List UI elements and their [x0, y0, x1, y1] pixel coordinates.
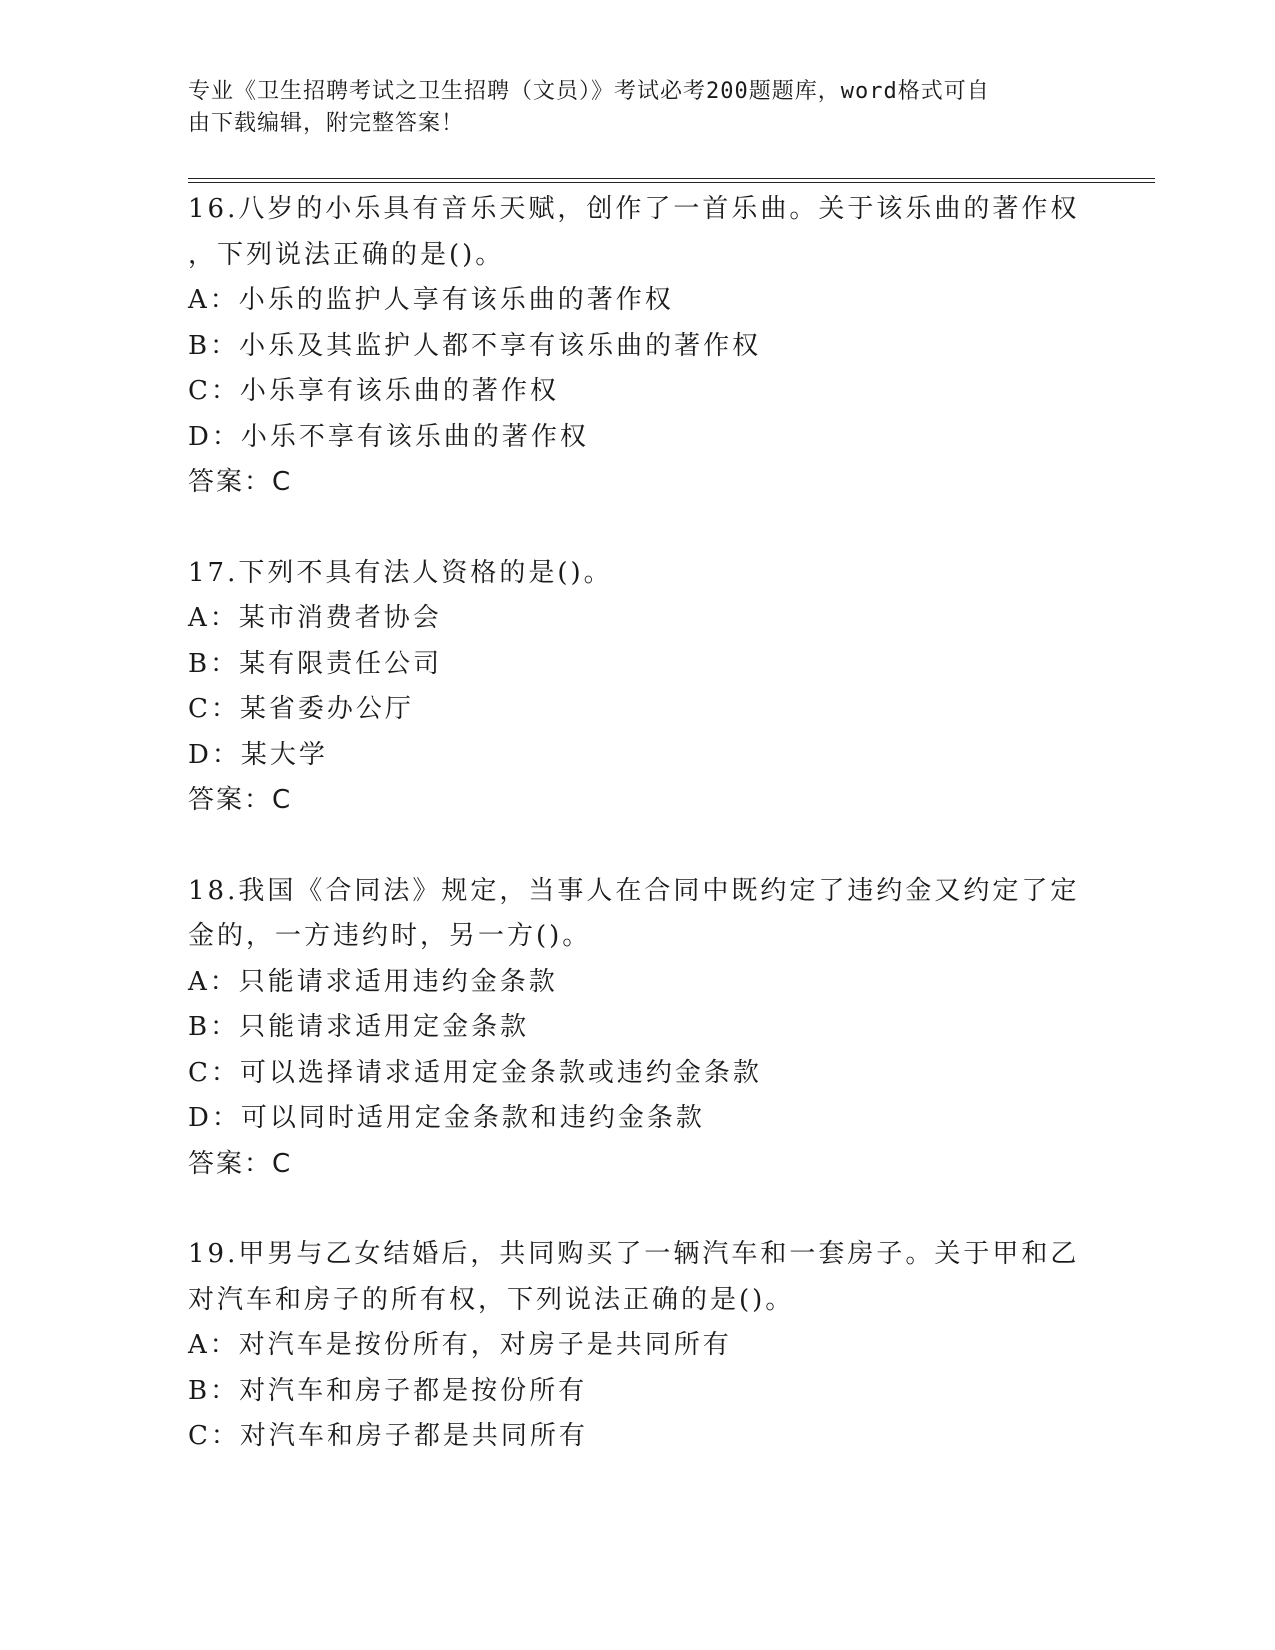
option-d: D：某大学 — [188, 739, 328, 770]
option-b: B：只能请求适用定金条款 — [188, 1012, 530, 1042]
answer: 答案：C — [188, 785, 293, 815]
option-a: A：只能请求适用违约金条款 — [188, 966, 558, 997]
question-stem-line: 对汽车和房子的所有权，下列说法正确的是()。 — [188, 1284, 795, 1315]
option-b: B：某有限责任公司 — [188, 648, 443, 679]
option-a: A：某市消费者协会 — [188, 603, 442, 633]
question-19 — [188, 1232, 1088, 1460]
option-c: C：小乐享有该乐曲的著作权 — [188, 376, 559, 406]
question-16 — [188, 187, 1088, 506]
header-line-2: 由下载编辑，附完整答案！ — [188, 111, 465, 136]
option-b: B：对汽车和房子都是按份所有 — [188, 1375, 588, 1406]
question-stem — [188, 551, 1088, 597]
option-a: A：对汽车是按份所有，对房子是共同所有 — [188, 1330, 732, 1360]
question-stem-line: 17.下列不具有法人资格的是()。 — [188, 557, 613, 588]
question-stem — [188, 187, 1088, 278]
header-rule-bottom — [188, 182, 1155, 183]
header-rule-top — [188, 178, 1155, 179]
option-c: C：可以选择请求适用定金条款或违约金条款 — [188, 1057, 762, 1088]
question-stem-line: 18.我国《合同法》规定，当事人在合同中既约定了违约金又约定了定 — [188, 875, 1080, 906]
option-d: D：可以同时适用定金条款和违约金条款 — [188, 1103, 705, 1133]
header-line-1: 专业《卫生招聘考试之卫生招聘（文员）》考试必考200题题库，word格式可自 — [188, 79, 990, 104]
question-stem-line: 金的，一方违约时，另一方()。 — [188, 921, 592, 951]
document-header — [188, 76, 1068, 140]
option-d: D：小乐不享有该乐曲的著作权 — [188, 421, 589, 452]
option-c: C：某省委办公厅 — [188, 694, 414, 724]
option-a: A：小乐的监护人享有该乐曲的著作权 — [188, 285, 674, 315]
question-stem-line: 19.甲男与乙女结婚后，共同购买了一辆汽车和一套房子。关于甲和乙 — [188, 1239, 1080, 1269]
answer: 答案：C — [188, 1148, 293, 1179]
question-stem — [188, 1232, 1088, 1323]
question-stem-line: 16.八岁的小乐具有音乐天赋，创作了一首乐曲。关于该乐曲的著作权 — [188, 194, 1080, 224]
option-c: C：对汽车和房子都是共同所有 — [188, 1421, 588, 1451]
question-stem — [188, 869, 1088, 960]
answer: 答案：C — [188, 467, 293, 497]
question-18 — [188, 869, 1088, 1188]
question-stem-line: ，下列说法正确的是()。 — [188, 239, 505, 270]
option-b: B：小乐及其监护人都不享有该乐曲的著作权 — [188, 330, 762, 361]
question-list — [188, 187, 1088, 1505]
question-17 — [188, 551, 1088, 824]
